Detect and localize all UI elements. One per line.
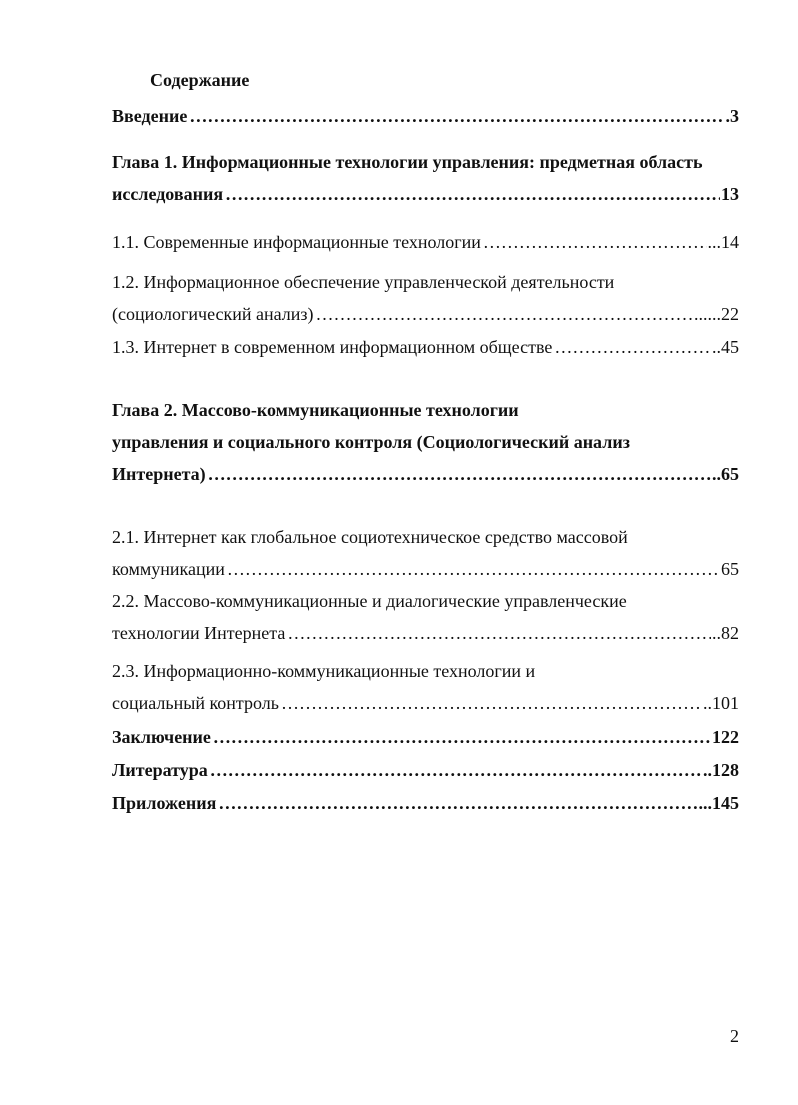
toc-page-number: 13 [721, 184, 739, 204]
toc-entry-section-1-1[interactable] [112, 228, 739, 256]
toc-entry-appendix[interactable] [112, 789, 739, 817]
toc-page-number: ...14 [707, 232, 739, 252]
leader-dots [554, 333, 711, 361]
toc-page-number: 122 [712, 727, 739, 747]
toc-entry-text: технологии Интернета [112, 623, 286, 643]
leader-dots [316, 300, 694, 328]
toc-entry-line: Глава 2. Массово-коммуникационные технологии [112, 400, 519, 420]
toc-entry-section-1-2[interactable] [112, 268, 739, 328]
toc-entry-text: Литература [112, 760, 208, 780]
toc-page-number: ...145 [698, 793, 739, 813]
toc-page-number: ..45 [712, 337, 739, 357]
toc-entry-section-2-2[interactable] [112, 587, 739, 647]
toc-entry-line: Глава 1. Информационные технологии управления: предметная область [112, 152, 703, 172]
toc-entry-text: 1.3. Интернет в современном информационном обществе [112, 337, 553, 357]
leader-dots [208, 460, 711, 488]
leader-dots [483, 228, 707, 256]
toc-entry-literature[interactable] [112, 756, 739, 784]
toc-page-number: ..128 [703, 760, 739, 780]
toc-entry-text: Заключение [112, 727, 211, 747]
toc-entry-line: 2.1. Интернет как глобальное социотехническое средство массовой [112, 527, 628, 547]
toc-page-number: ..101 [703, 693, 739, 713]
toc-page-number: ......22 [694, 304, 739, 324]
toc-entry-text: коммуникации [112, 559, 225, 579]
page-number: 2 [730, 1026, 739, 1046]
leader-dots [213, 723, 711, 751]
toc-entry-conclusion[interactable] [112, 723, 739, 751]
leader-dots [210, 756, 702, 784]
toc-entry-line: 2.3. Информационно-коммуникационные технологии и [112, 661, 536, 681]
toc-page-number: ..65 [712, 464, 739, 484]
leader-dots [225, 180, 720, 208]
leader-dots [189, 102, 724, 130]
toc-entry-section-2-1[interactable] [112, 523, 739, 583]
page-title: Содержание [150, 70, 250, 90]
leader-dots [218, 789, 697, 817]
toc-entry-section-2-3[interactable] [112, 657, 739, 717]
toc-page-number: .3 [725, 106, 739, 126]
leader-dots [227, 555, 720, 583]
toc-page-number: 65 [721, 559, 739, 579]
toc-entry-line: 1.2. Информационное обеспечение управленческой деятельности [112, 272, 615, 292]
toc-page-number: ..82 [712, 623, 739, 643]
toc-entry-chapter-2[interactable] [112, 396, 739, 488]
toc-entry-text: социальный контроль [112, 693, 279, 713]
toc-entry-intro[interactable] [112, 102, 739, 130]
toc-entry-section-1-3[interactable] [112, 333, 739, 361]
toc-entry-text: 1.1. Современные информационные технологии [112, 232, 481, 252]
toc-entry-chapter-1[interactable] [112, 148, 739, 208]
toc-entry-text: исследования [112, 184, 224, 204]
toc-entry-text: (социологический анализ) [112, 304, 314, 324]
toc-entry-text: Введение [112, 106, 188, 126]
toc-entry-line: управления и социального контроля (Социологический анализ [112, 432, 630, 452]
toc-entry-text: Интернета) [112, 464, 206, 484]
toc-entry-line: 2.2. Массово-коммуникационные и диалогические управленческие [112, 591, 627, 611]
leader-dots [287, 619, 711, 647]
toc-entry-text: Приложения [112, 793, 217, 813]
leader-dots [281, 689, 702, 717]
